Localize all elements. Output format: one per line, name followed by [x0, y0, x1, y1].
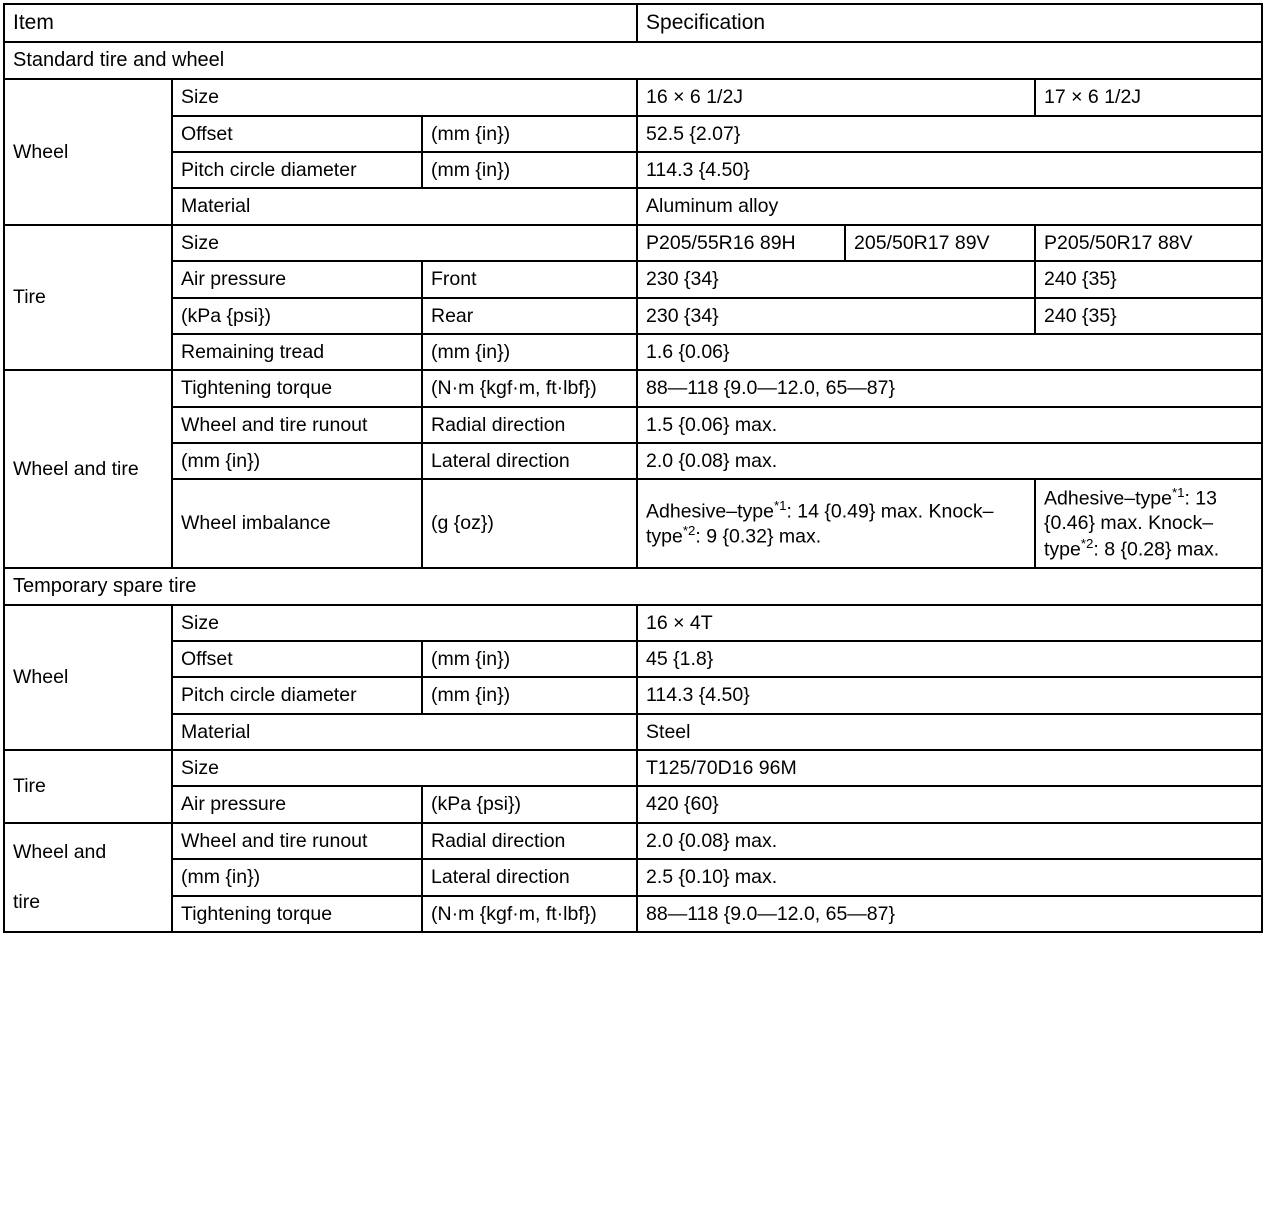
table-row	[4, 298, 1262, 334]
table-row	[4, 79, 1262, 115]
row-label: Air pressure	[172, 261, 422, 297]
row-label: (kPa {psi})	[172, 298, 422, 334]
row-value: Steel	[637, 714, 1262, 750]
group-label-wheel: Wheel	[4, 605, 172, 751]
row-unit: Rear	[422, 298, 637, 334]
row-label: Size	[172, 79, 637, 115]
row-value: 52.5 {2.07}	[637, 116, 1262, 152]
row-label: Size	[172, 750, 637, 786]
row-unit: Radial direction	[422, 407, 637, 443]
row-label: Pitch circle diameter	[172, 677, 422, 713]
row-value: 2.0 {0.08} max.	[637, 823, 1262, 859]
table-row	[4, 225, 1262, 261]
section-row-standard-tire-and-wheel	[4, 42, 1262, 79]
table-row	[4, 677, 1262, 713]
imbalance-left-value: Adhesive–type$^{*1}$: 14 {0.49} max. Knock–type$^{*2}$: 9 {0.32} max.	[637, 479, 1035, 567]
table-row	[4, 786, 1262, 822]
row-value: 16 × 4T	[637, 605, 1262, 641]
row-label: Remaining tread	[172, 334, 422, 370]
row-value: 420 {60}	[637, 786, 1262, 822]
row-unit: (kPa {psi})	[422, 786, 637, 822]
row-value: 230 {34}	[637, 261, 1035, 297]
row-unit: (N·m {kgf·m, ft·lbf})	[422, 896, 637, 932]
row-unit: (mm {in})	[422, 152, 637, 188]
row-value: 2.0 {0.08} max.	[637, 443, 1262, 479]
table-row	[4, 750, 1262, 786]
row-label: Material	[172, 188, 637, 224]
row-unit: (mm {in})	[422, 334, 637, 370]
row-label: Pitch circle diameter	[172, 152, 422, 188]
row-value: 1.5 {0.06} max.	[637, 407, 1262, 443]
row-value: 88—118 {9.0—12.0, 65—87}	[637, 896, 1262, 932]
row-value: 45 {1.8}	[637, 641, 1262, 677]
row-value: 230 {34}	[637, 298, 1035, 334]
table-row	[4, 896, 1262, 932]
row-unit: Front	[422, 261, 637, 297]
row-value: P205/55R16 89H	[637, 225, 845, 261]
table-row	[4, 152, 1262, 188]
row-value-alt: 240 {35}	[1035, 261, 1262, 297]
tire-wheel-specification-table	[3, 3, 1263, 933]
row-value: 88—118 {9.0—12.0, 65—87}	[637, 370, 1262, 406]
row-label: Offset	[172, 641, 422, 677]
row-value: T125/70D16 96M	[637, 750, 1262, 786]
row-label: Tightening torque	[172, 896, 422, 932]
table-row	[4, 188, 1262, 224]
row-unit: Lateral direction	[422, 443, 637, 479]
table-row	[4, 407, 1262, 443]
row-unit: (N·m {kgf·m, ft·lbf})	[422, 370, 637, 406]
table-row	[4, 334, 1262, 370]
row-label: Air pressure	[172, 786, 422, 822]
row-unit: (mm {in})	[422, 677, 637, 713]
table-row	[4, 370, 1262, 406]
table-row	[4, 641, 1262, 677]
row-label: (mm {in})	[172, 859, 422, 895]
row-value-alt: 240 {35}	[1035, 298, 1262, 334]
group-label-wheel-and-tire	[4, 823, 172, 932]
group-label-tire: Tire	[4, 225, 172, 371]
section-row-temporary-spare-tire	[4, 568, 1262, 605]
table-row	[4, 823, 1262, 859]
group-label-line-1: Wheel and	[13, 840, 107, 863]
row-value: 1.6 {0.06}	[637, 334, 1262, 370]
row-unit: (g {oz})	[422, 479, 637, 567]
row-value-alt: 17 × 6 1/2J	[1035, 79, 1262, 115]
row-label: Tightening torque	[172, 370, 422, 406]
row-label: Offset	[172, 116, 422, 152]
row-unit: (mm {in})	[422, 641, 637, 677]
table-row	[4, 443, 1262, 479]
table-row-wheel-imbalance	[4, 479, 1262, 567]
group-label-line-2: tire	[13, 891, 41, 914]
specification-document	[0, 3, 1264, 1213]
group-label-tire: Tire	[4, 750, 172, 823]
row-unit: Lateral direction	[422, 859, 637, 895]
row-value: 114.3 {4.50}	[637, 677, 1262, 713]
header-specification: Specification	[637, 4, 1262, 42]
row-value: 114.3 {4.50}	[637, 152, 1262, 188]
table-row	[4, 714, 1262, 750]
row-label: Wheel and tire runout	[172, 407, 422, 443]
table-row	[4, 605, 1262, 641]
section-title: Standard tire and wheel	[4, 42, 1262, 79]
table-row	[4, 859, 1262, 895]
row-label: Size	[172, 225, 637, 261]
row-unit: (mm {in})	[422, 116, 637, 152]
row-label: Wheel imbalance	[172, 479, 422, 567]
table-row	[4, 261, 1262, 297]
group-label-wheel-and-tire: Wheel and tire	[4, 370, 172, 567]
row-unit: Radial direction	[422, 823, 637, 859]
row-label: Wheel and tire runout	[172, 823, 422, 859]
row-value: 2.5 {0.10} max.	[637, 859, 1262, 895]
imbalance-right-value: Adhesive–type$^{*1}$: 13 {0.46} max. Knock–type$^{*2}$: 8 {0.28} max.	[1035, 479, 1262, 567]
row-value: Aluminum alloy	[637, 188, 1262, 224]
row-value: 16 × 6 1/2J	[637, 79, 1035, 115]
section-title: Temporary spare tire	[4, 568, 1262, 605]
row-label: (mm {in})	[172, 443, 422, 479]
row-value: P205/50R17 88V	[1035, 225, 1262, 261]
row-label: Material	[172, 714, 637, 750]
row-value: 205/50R17 89V	[845, 225, 1035, 261]
table-header-row	[4, 4, 1262, 42]
group-label-wheel: Wheel	[4, 79, 172, 225]
table-row	[4, 116, 1262, 152]
row-label: Size	[172, 605, 637, 641]
header-item: Item	[4, 4, 637, 42]
